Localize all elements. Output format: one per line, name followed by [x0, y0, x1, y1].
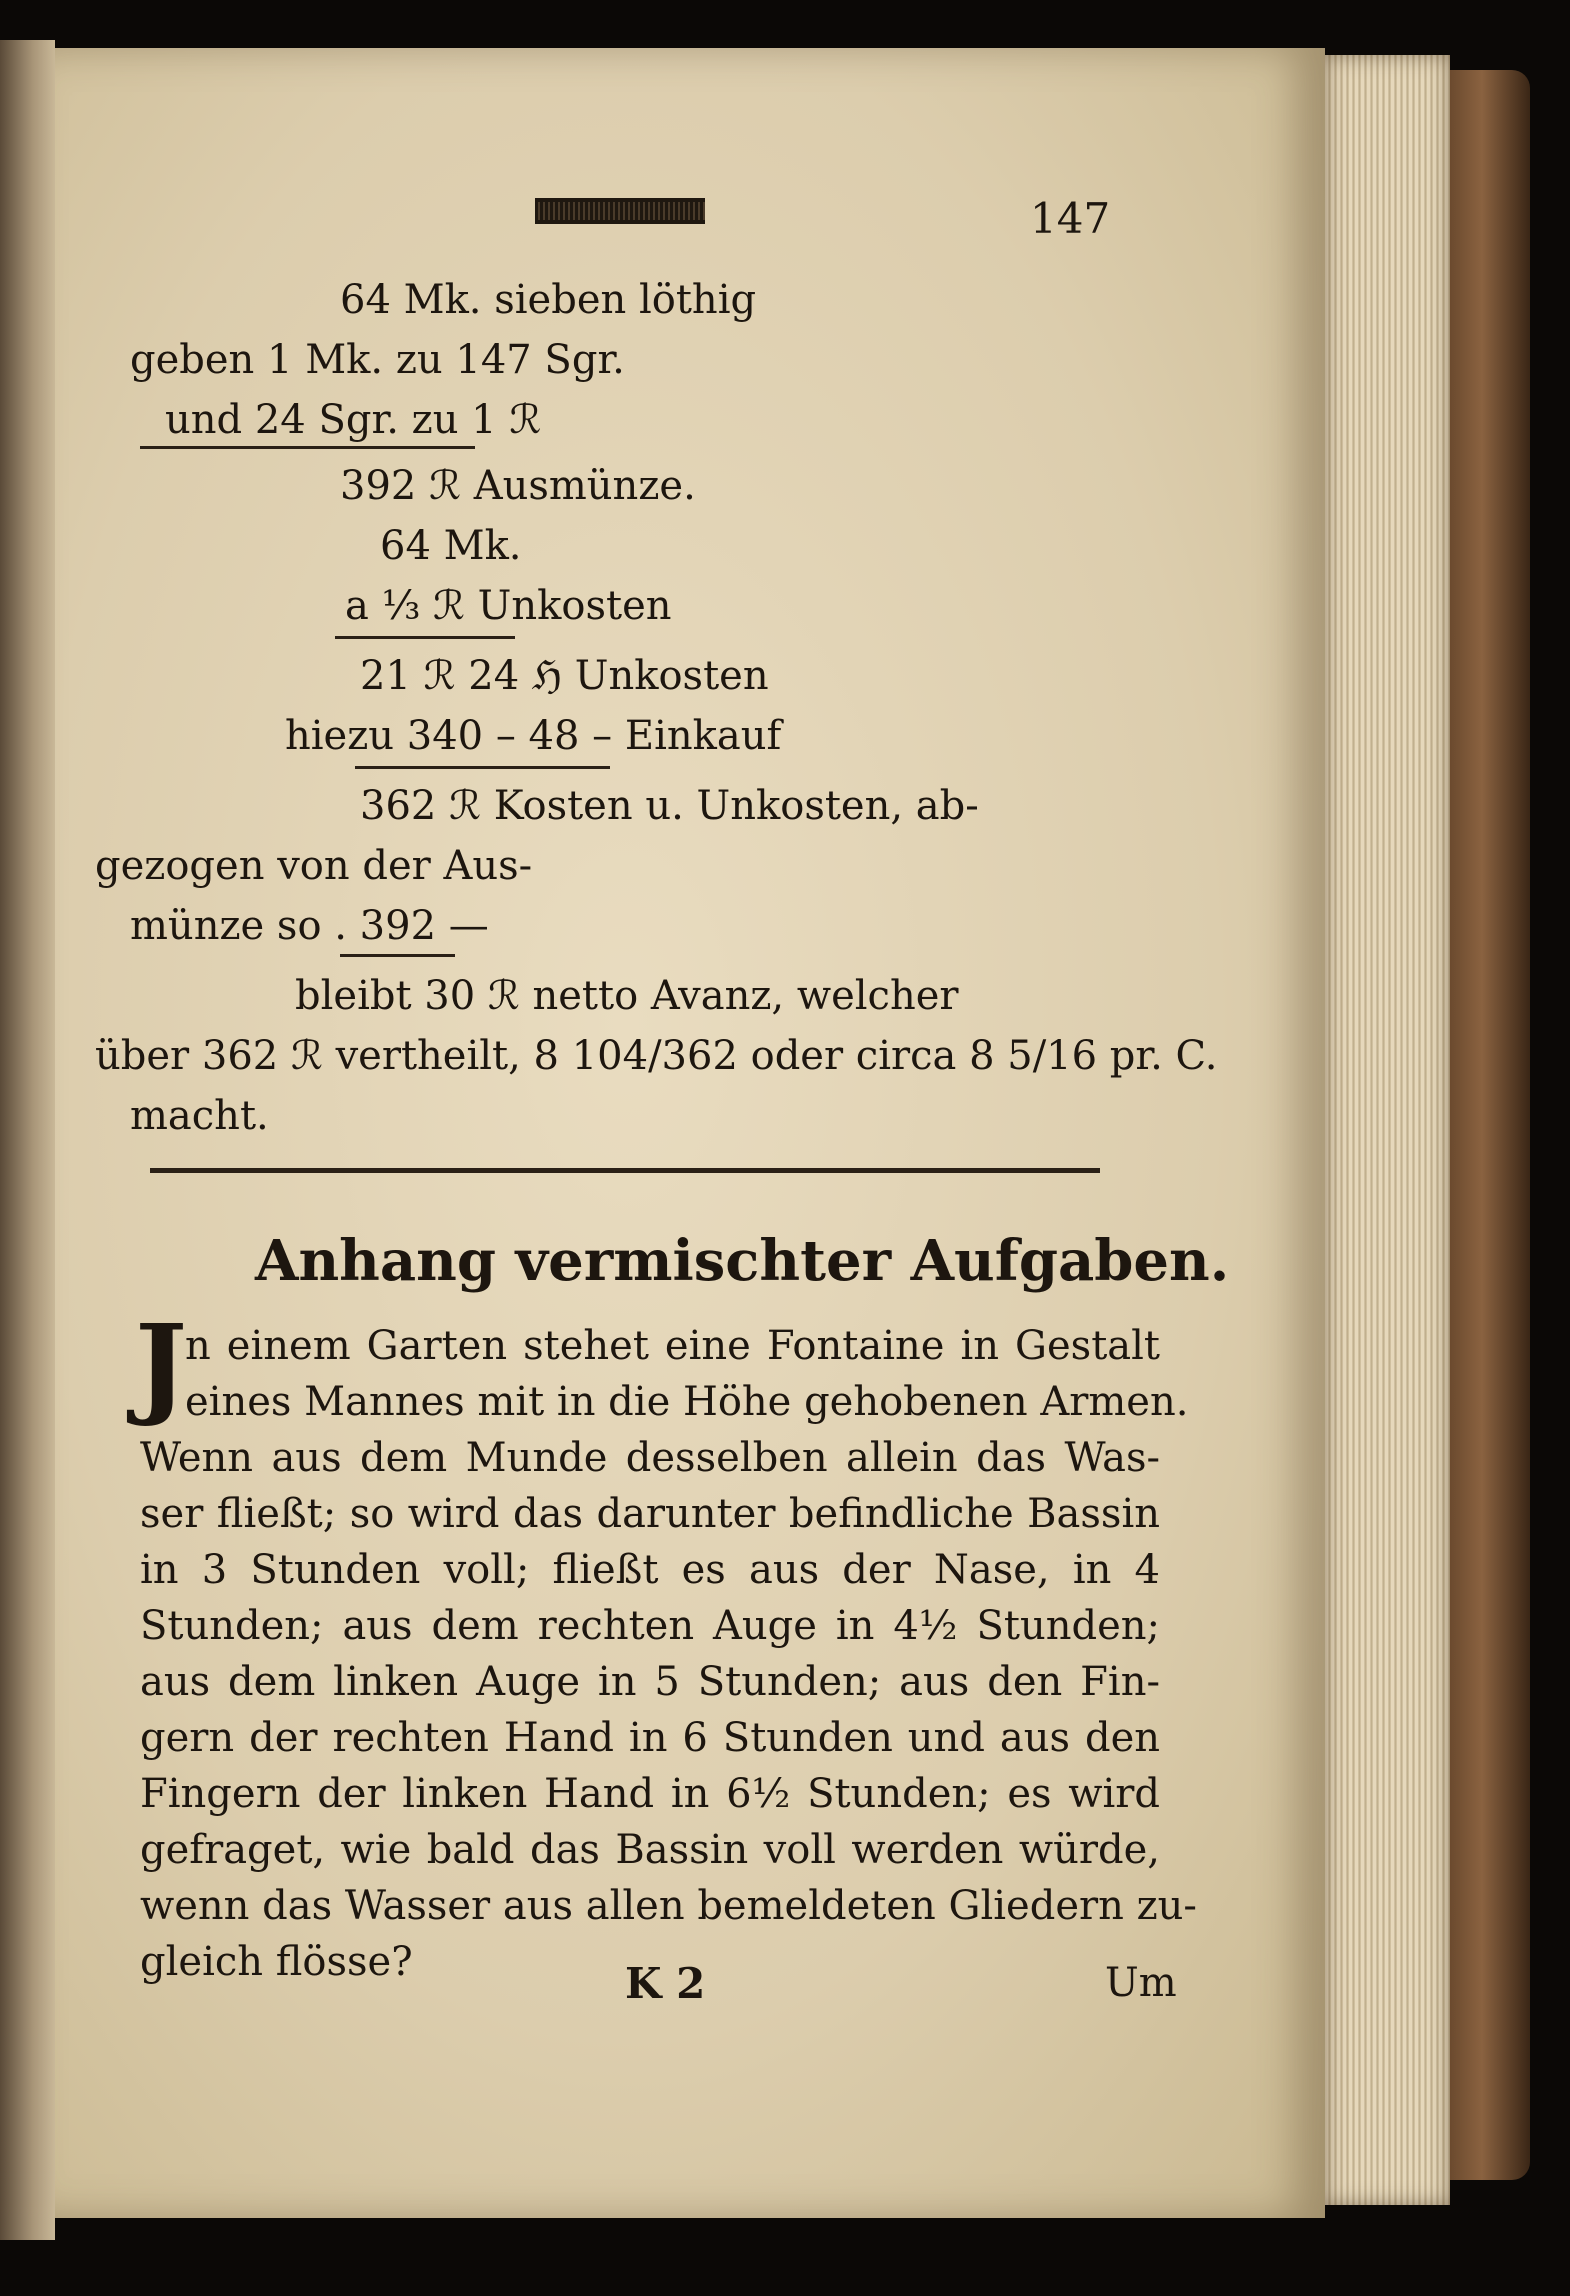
body-line: eines Mannes mit in die Höhe gehobenen Armen.	[185, 1379, 1189, 1425]
body-line: Fingern der linken Hand in 6½ Stunden; es wird	[140, 1771, 1160, 1817]
body-line: ser fließt; so wird das darunter befindliche Bassin	[140, 1491, 1160, 1537]
drop-cap: J	[135, 1300, 188, 1429]
calc-line: geben 1 Mk. zu 147 Sgr.	[130, 337, 625, 383]
calc-line: macht.	[130, 1093, 269, 1139]
left-page-edge	[0, 40, 55, 2240]
signature-mark: K 2	[625, 1959, 706, 2008]
calc-line: 362 ℛ Kosten u. Unkosten, ab-	[360, 783, 979, 829]
book-cover-edge	[1450, 70, 1530, 2180]
calc-line: 64 Mk.	[380, 523, 522, 569]
body-line: in 3 Stunden voll; fließt es aus der Nase, in 4	[140, 1547, 1160, 1593]
body-line: gleich flösse?	[140, 1939, 413, 1985]
body-line: n einem Garten stehet eine Fontaine in Gestalt	[185, 1323, 1160, 1369]
calc-line: bleibt 30 ℛ netto Avanz, welcher	[295, 973, 959, 1019]
calc-line: 392 ℛ Ausmünze.	[340, 463, 696, 509]
catchword: Um	[1105, 1960, 1177, 2006]
page-block-edge	[1325, 55, 1450, 2205]
calc-line: gezogen von der Aus-	[95, 843, 533, 889]
calc-line: a ⅓ ℛ Unkosten	[345, 583, 672, 629]
body-line: Stunden; aus dem rechten Auge in 4½ Stunden;	[140, 1603, 1160, 1649]
body-line: Wenn aus dem Munde desselben allein das Was-	[140, 1435, 1160, 1481]
calc-line: 21 ℛ 24 ℌ Unkosten	[360, 653, 769, 699]
calc-line: münze so . 392 —	[130, 903, 489, 949]
body-line: aus dem linken Auge in 5 Stunden; aus den Fin-	[140, 1659, 1160, 1705]
calc-line: hiezu 340 – 48 – Einkauf	[285, 713, 782, 759]
sum-rule	[335, 636, 515, 639]
section-heading: Anhang vermischter Aufgaben.	[255, 1228, 1230, 1294]
sum-rule	[355, 766, 610, 769]
body-line: gefraget, wie bald das Bassin voll werden würde,	[140, 1827, 1160, 1873]
book-page	[55, 48, 1325, 2218]
calc-line: 64 Mk. sieben löthig	[340, 277, 757, 323]
body-line: gern der rechten Hand in 6 Stunden und aus den	[140, 1715, 1160, 1761]
calc-line: und 24 Sgr. zu 1 ℛ	[165, 397, 542, 443]
page-number: 147	[1030, 194, 1111, 243]
section-divider	[150, 1168, 1100, 1173]
sum-rule	[140, 446, 475, 449]
body-line: wenn das Wasser aus allen bemeldeten Gliedern zu-	[140, 1883, 1197, 1929]
calc-line: über 362 ℛ vertheilt, 8 104/362 oder circa 8 5/16 pr. C.	[95, 1033, 1218, 1079]
header-ornament	[535, 198, 705, 224]
sum-rule	[340, 954, 455, 957]
